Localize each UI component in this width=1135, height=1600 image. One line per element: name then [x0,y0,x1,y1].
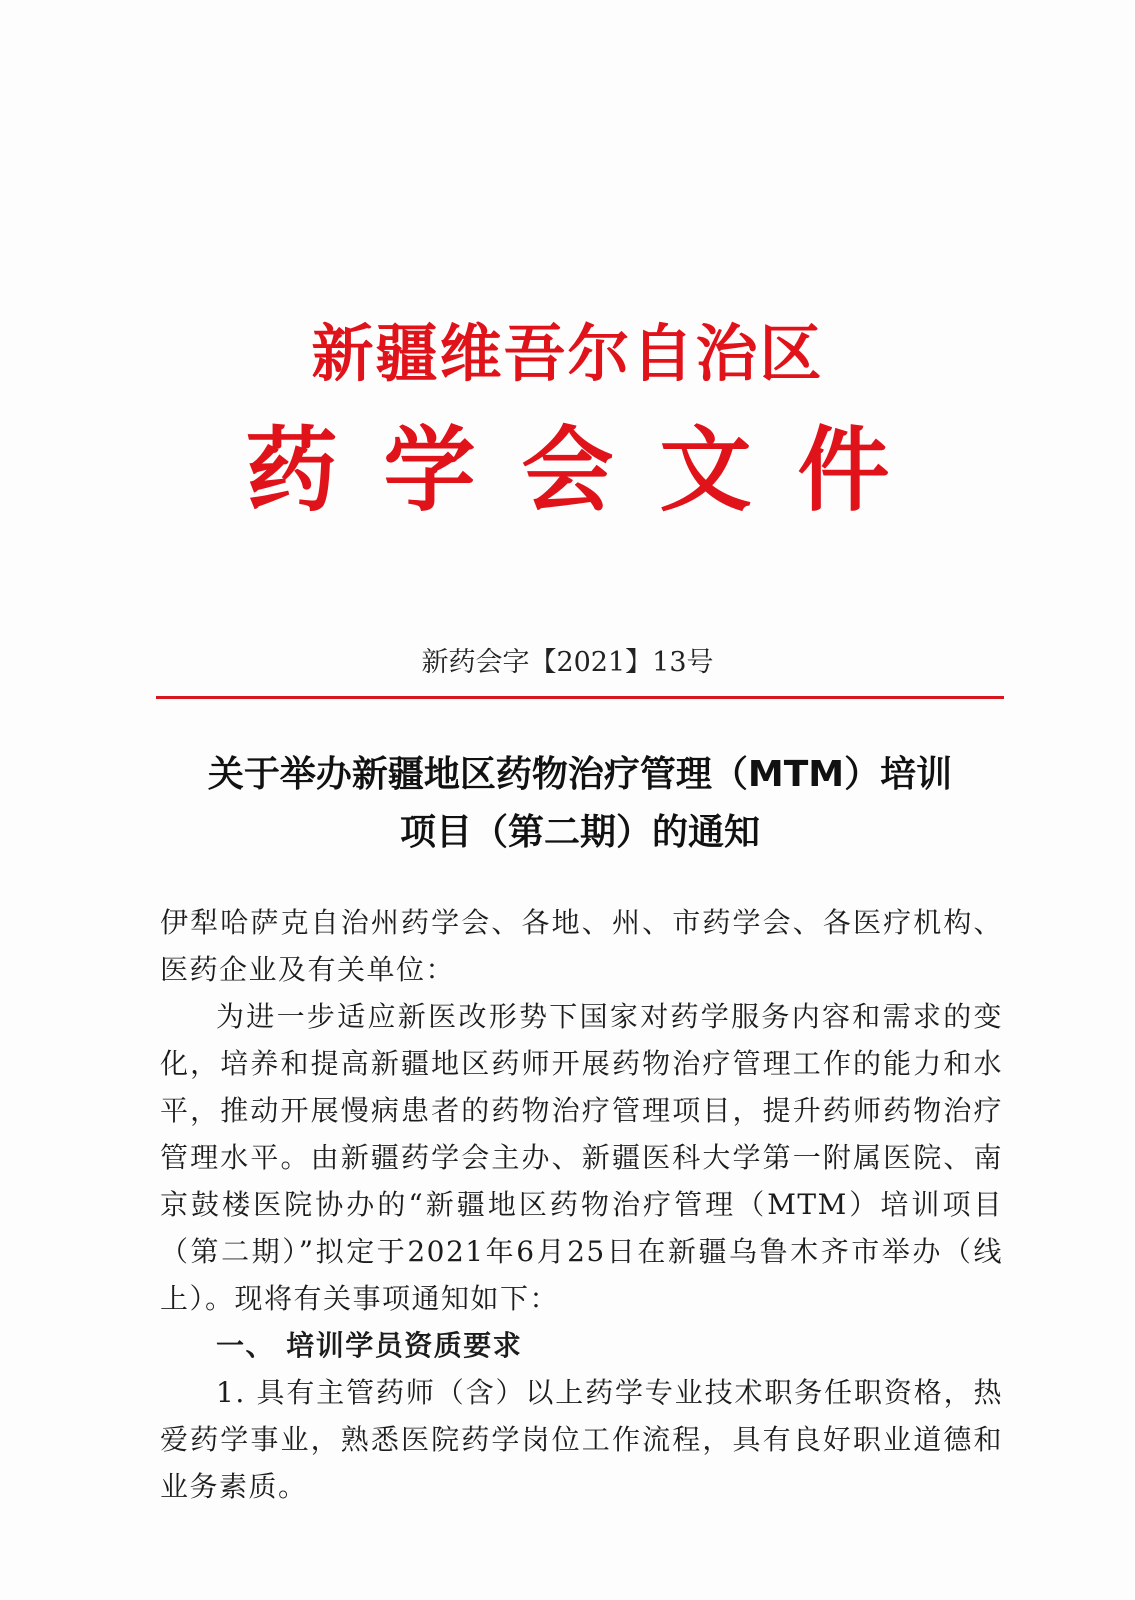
issuing-organization: 新疆维吾尔自治区 [311,317,824,390]
section-1-item-1: 1. 具有主管药师（含）以上药学专业技术职务任职资格，热爱药学事业，熟悉医院药学岗位工作流程，具有良好职业道德和业务素质。 [160,1376,1003,1503]
notice-body [160,899,1003,1510]
document-type-heading: 药学会文件 [245,416,936,524]
notice-title-line-1: 关于举办新疆地区药物治疗管理（MTM）培训 [207,754,953,795]
section-heading-1: 一、 培训学员资质要求 [216,1329,523,1362]
notice-title [150,746,1010,862]
recipients: 伊犁哈萨克自治州药学会、各地、州、市药学会、各医疗机构、医药企业及有关单位： [160,906,1003,986]
red-divider [156,696,1004,699]
notice-title-line-2: 项目（第二期）的通知 [399,812,760,853]
intro-paragraph: 为进一步适应新医改形势下国家对药学服务内容和需求的变化，培养和提高新疆地区药师开展药物治疗管理工作的能力和水平，推动开展慢病患者的药物治疗管理项目，提升药师药物治疗管理水平。由新疆药学会主办、新疆医科大学第一附属医院、南京鼓楼医院协办的“新疆地区药物治疗管理（MTM）培训项目（第二期）”拟定于2021年6月25日在新疆乌鲁木齐市举办（线上）。现将有关事项通知如下： [160,1000,1003,1315]
document-number: 新药会字【2021】13号 [421,647,714,678]
